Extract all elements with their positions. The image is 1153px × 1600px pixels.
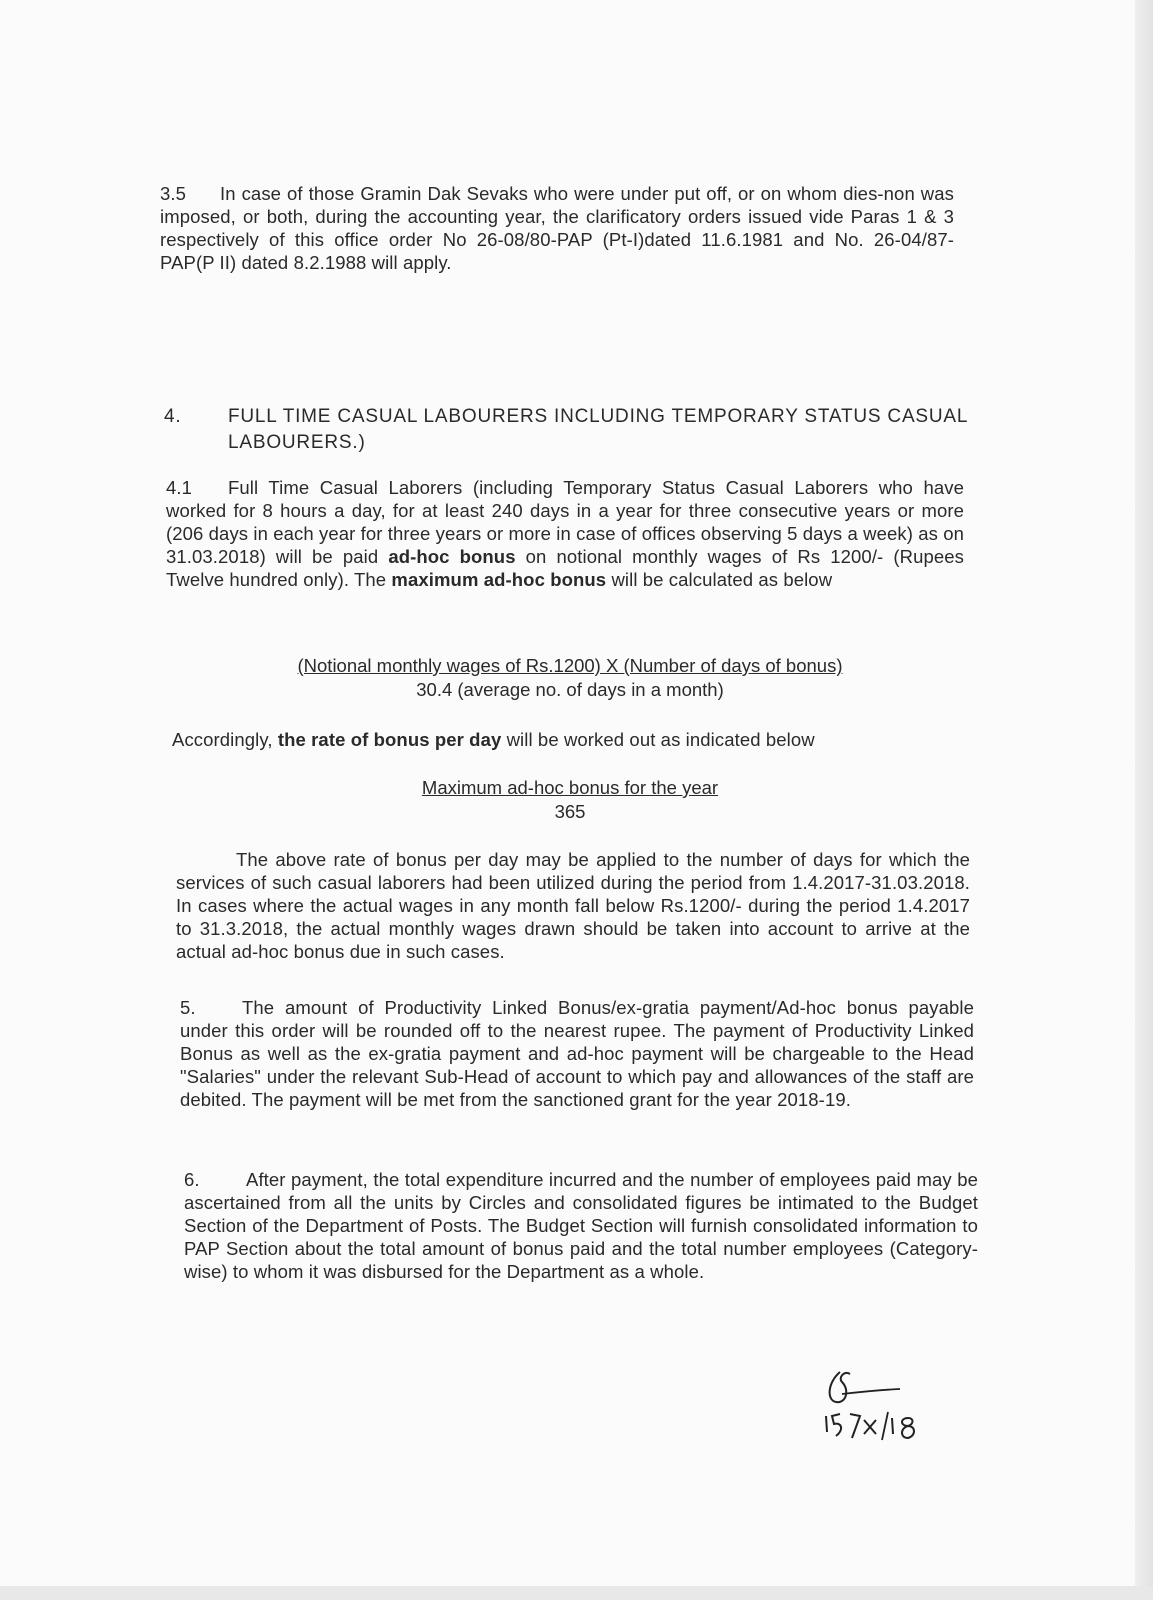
section-number: 4. [164, 406, 182, 427]
paragraph-6 [184, 1168, 978, 1283]
paragraph-text: After payment, the total expenditure incurred and the number of employees paid may be ascertained from all the units by Circles and consolidated figures be intimated to the Budget Section of the Department of Posts. The Budget Section will furnish consolidated information to PAP Section about the total amount of bonus paid and the total number employees (Category-wise) to whom it was disbursed for the Department as a whole. [184, 1169, 978, 1282]
paragraph-number: 4.1 [166, 477, 193, 498]
paragraph-rate-application [176, 848, 970, 963]
paragraph-number: 3.5 [160, 183, 187, 204]
handwritten-signature [820, 1362, 930, 1452]
bold-term: the rate of bonus per day [277, 729, 502, 750]
paragraph-number: 5. [180, 997, 196, 1018]
paragraph-text: In case of those Gramin Dak Sevaks who were under put off, or on whom dies-non was imposed, or both, during the accounting year, the clarificatory orders issued vide Paras 1 & 3 respectively of this office order No 26-08/80-PAP (Pt-I)dated 11.6.1981 and No. 26-04/87-PAP(P II) dated 8.2.1988 will apply. [160, 183, 954, 273]
formula-rate-per-day [370, 776, 770, 824]
page-edge-bottom [0, 1586, 1153, 1600]
paragraph-text: will be worked out as indicated below [501, 729, 815, 750]
bold-term: maximum ad-hoc bonus [391, 569, 607, 590]
paragraph-number: 6. [184, 1169, 200, 1190]
paragraph-accordingly [172, 728, 972, 751]
section-title: FULL TIME CASUAL LABOURERS INCLUDING TEMPORARY STATUS CASUAL LABOURERS.) [228, 406, 968, 453]
page-edge [1135, 0, 1153, 1600]
section-heading [164, 404, 968, 460]
paragraph-4-1 [166, 476, 964, 591]
bold-term: ad-hoc bonus [388, 546, 516, 567]
formula-denominator: 30.4 (average no. of days in a month) [416, 679, 724, 700]
paragraph-text: The above rate of bonus per day may be applied to the number of days for which the services of such casual laborers had been utilized during the period from 1.4.2017-31.03.2018. In cases where the actual wages in any month fall below Rs.1200/- during the period 1.4.2017 to 31.3.2018, the actual monthly wages drawn should be taken into account to arrive at the actual ad-hoc bonus due in such cases. [176, 849, 970, 962]
paragraph-5 [180, 996, 974, 1111]
paragraph-text: Accordingly, [172, 729, 278, 750]
formula-max-bonus [220, 654, 920, 702]
formula-numerator: (Notional monthly wages of Rs.1200) X (Number of days of bonus) [297, 655, 843, 676]
paragraph-text: The amount of Productivity Linked Bonus/ex-gratia payment/Ad-hoc bonus payable under this order will be rounded off to the nearest rupee. The payment of Productivity Linked Bonus as well as the ex-gratia payment and ad-hoc payment will be chargeable to the Head "Salaries" under the relevant Sub-Head of account to which pay and allowances of the staff are debited. The payment will be met from the sanctioned grant for the year 2018-19. [180, 997, 974, 1110]
formula-denominator: 365 [554, 801, 586, 822]
formula-numerator: Maximum ad-hoc bonus for the year [421, 777, 719, 798]
paragraph-text: on notional monthly wages of Rs 1200/- (Rupees Twelve hundred only). The [166, 546, 964, 590]
paragraph-3-5 [160, 182, 954, 274]
paragraph-text: Full Time Casual Laborers (including Temporary Status Casual Laborers who have worked for 8 hours a day, for at least 240 days in a year for three consecutive years or more (206 days in each year for three years or more in case of offices observing 5 days a week) as on 31.03.2018) will be paid [166, 477, 964, 567]
paragraph-text: will be calculated as below [606, 569, 833, 590]
